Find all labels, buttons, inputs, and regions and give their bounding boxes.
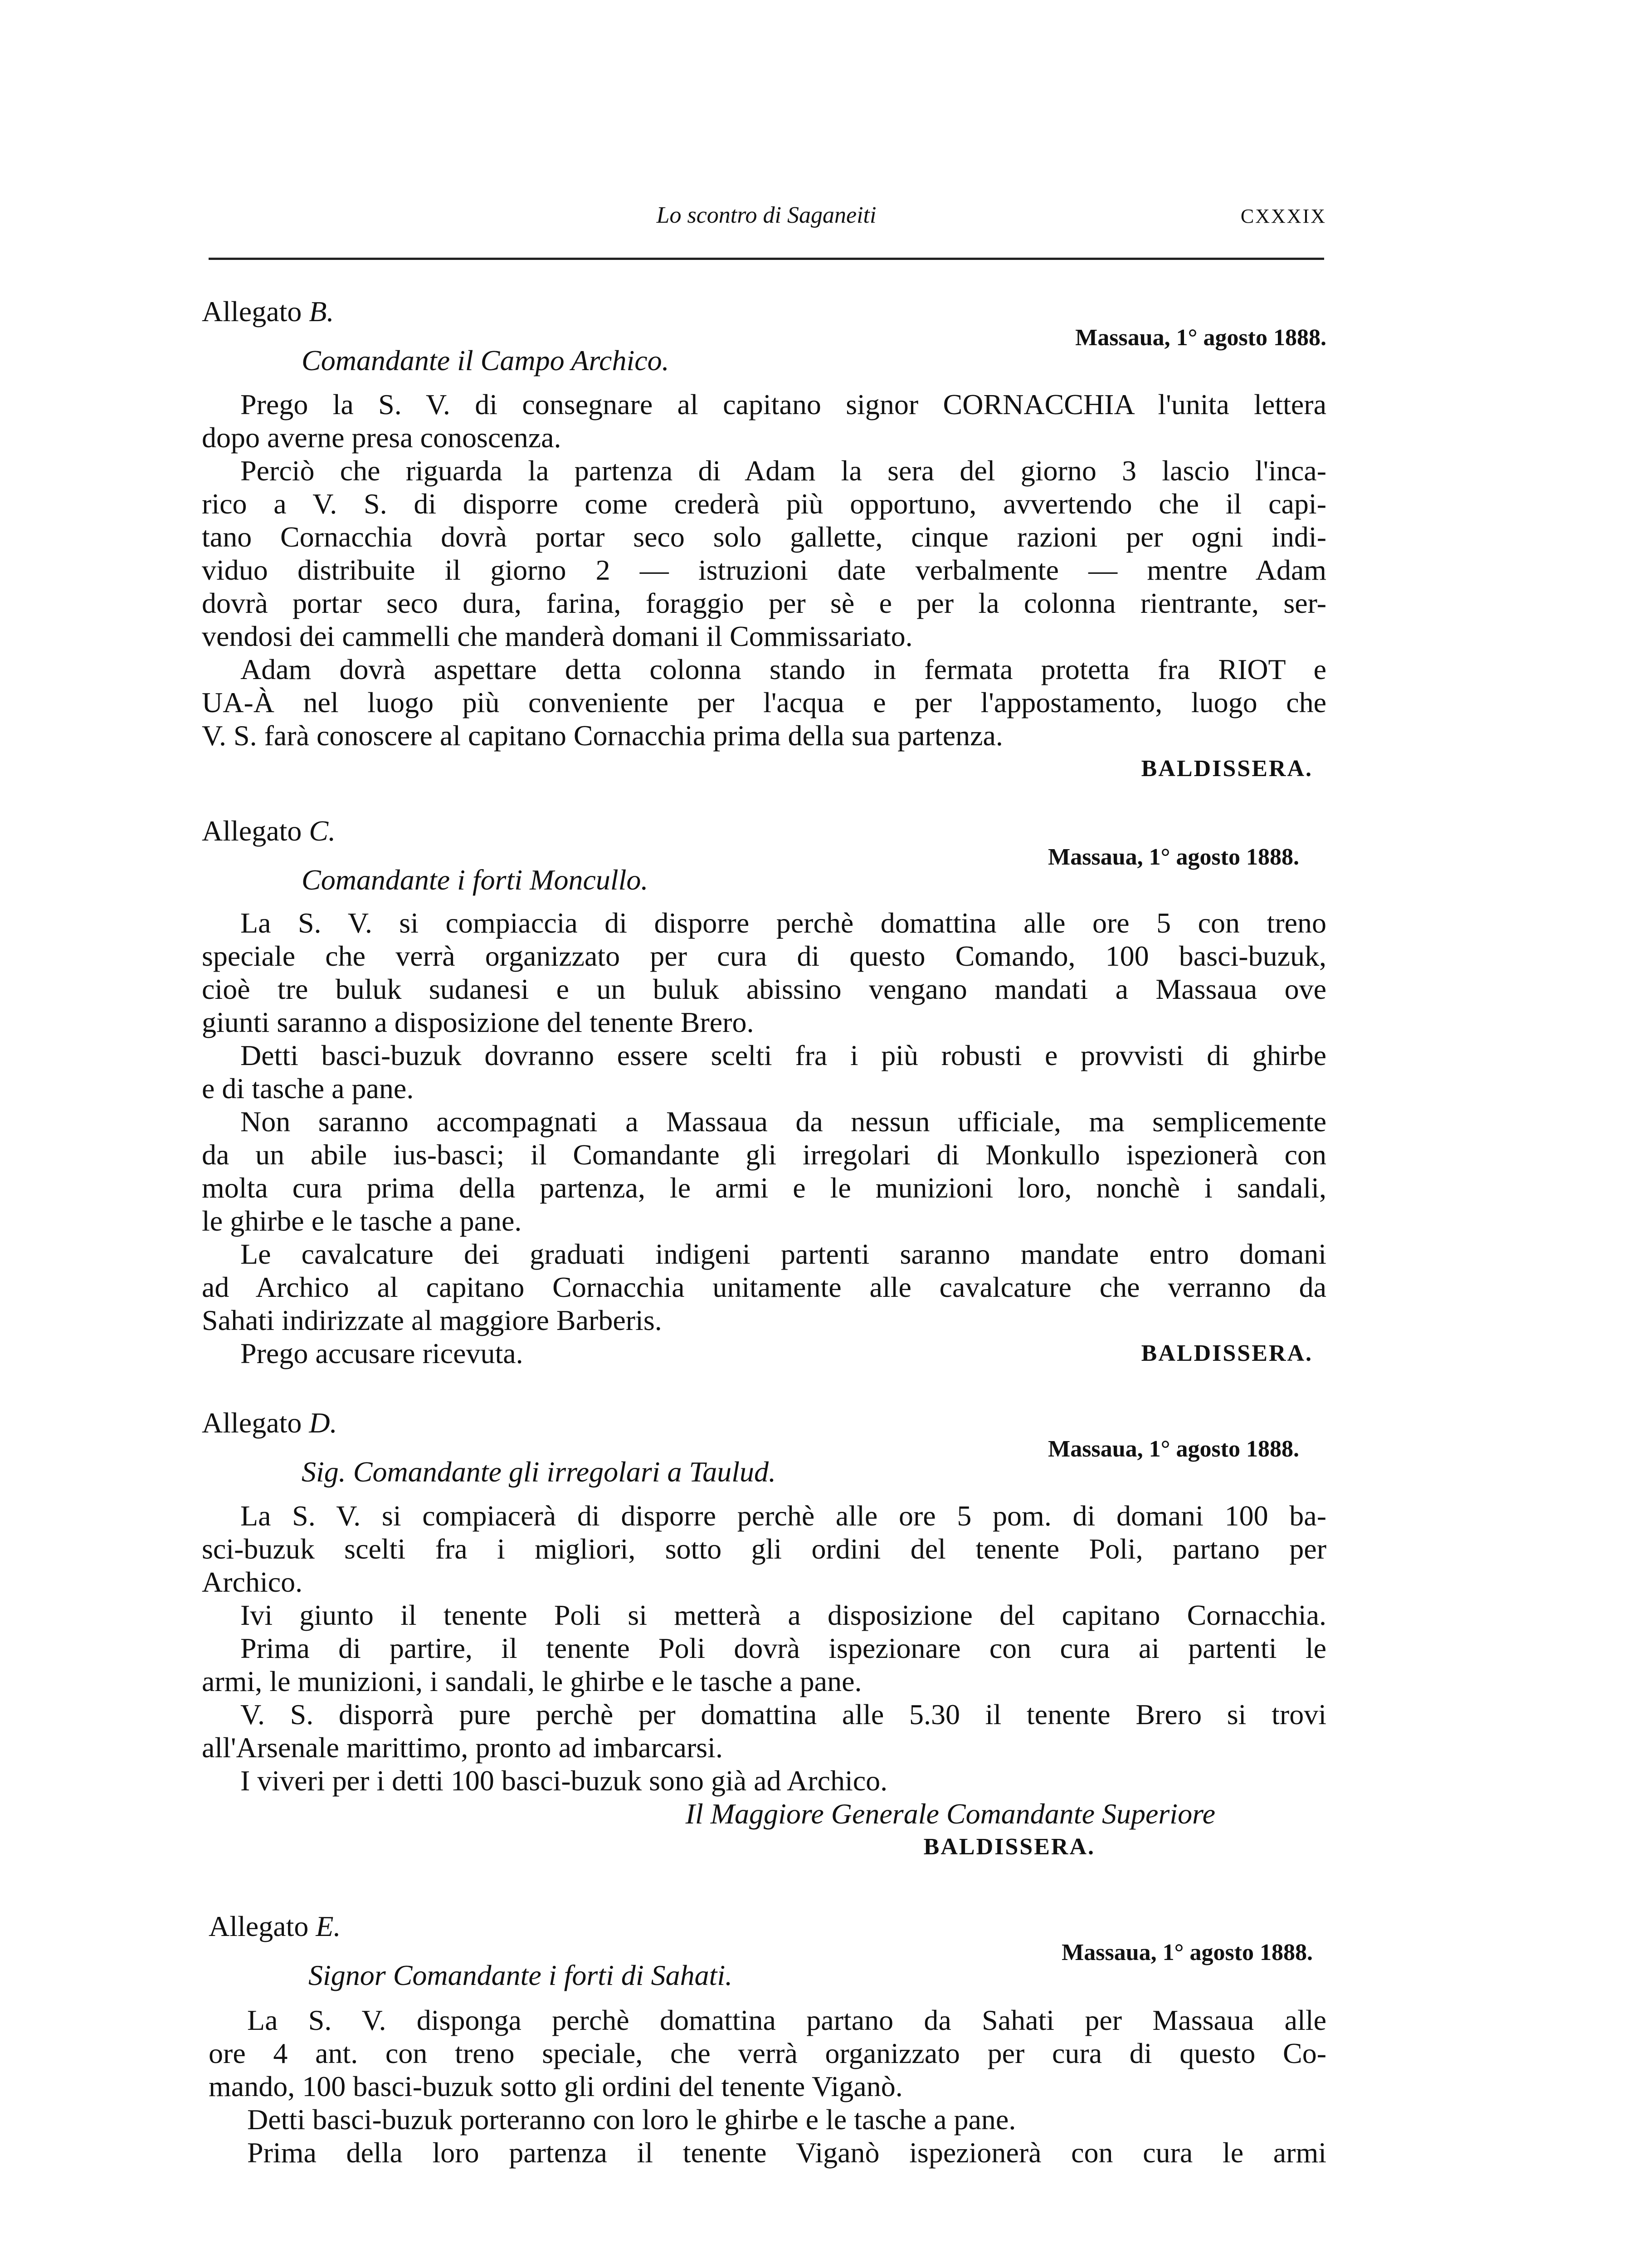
text-line: rico a V. S. di disporre come crederà più opportuno, avvertendo che il capi-	[202, 488, 1326, 520]
section-label: Allegato B.	[202, 295, 334, 327]
allegato-d	[202, 1406, 1326, 1863]
signature: BALDISSERA.	[1141, 756, 1313, 782]
text-line: vendosi dei cammelli che manderà domani il Commissariato.	[202, 620, 913, 652]
text-line: ore 4 ant. con treno speciale, che verrà organizzato per cura di questo Co-	[209, 2037, 1326, 2069]
section-label: Allegato D.	[202, 1407, 337, 1439]
text-line: Adam dovrà aspettare detta colonna stando in fermata protetta fra RIOT e	[240, 653, 1326, 685]
text-line: dopo averne presa conoscenza.	[202, 421, 561, 454]
running-title: Lo scontro di Saganeiti	[656, 202, 877, 228]
text-line: cioè tre buluk sudanesi e un buluk abissino vengano mandati a Massaua ove	[202, 973, 1326, 1005]
dateline: Massaua, 1° agosto 1888.	[1048, 844, 1299, 870]
text-line: le ghirbe e le tasche a pane.	[202, 1205, 522, 1237]
signature: BALDISSERA.	[1141, 1340, 1313, 1366]
text-line: giunti saranno a disposizione del tenente Brero.	[202, 1006, 754, 1038]
signature-title: Il Maggiore Generale Comandante Superiore	[685, 1798, 1215, 1830]
text-line: Prima di partire, il tenente Poli dovrà ispezionare con cura ai partenti le	[240, 1632, 1326, 1664]
text-line: Prima della loro partenza il tenente Viganò ispezionerà con cura le armi	[247, 2136, 1326, 2169]
addressee: Sig. Comandante gli irregolari a Taulud.	[302, 1456, 776, 1488]
text-line: V. S. disporrà pure perchè per domattina alle 5.30 il tenente Brero si trovi	[240, 1698, 1326, 1730]
text-line: ad Archico al capitano Cornacchia unitamente alle cavalcature che verranno da	[202, 1271, 1326, 1303]
text-line: Prego accusare ricevuta.	[240, 1337, 523, 1369]
text-line: Detti basci-buzuk dovranno essere scelti fra i più robusti e provvisti di ghirbe	[240, 1039, 1326, 1071]
addressee: Comandante il Campo Archico.	[302, 344, 669, 376]
signature: BALDISSERA.	[923, 1834, 1095, 1860]
allegato-b	[202, 295, 1326, 785]
text-line: molta cura prima della partenza, le armi e le munizioni loro, nonchè i sandali,	[202, 1172, 1326, 1204]
text-line: Le cavalcature dei graduati indigeni partenti saranno mandate entro domani	[240, 1238, 1326, 1270]
allegato-c	[202, 814, 1326, 1370]
text-line: e di tasche a pane.	[202, 1072, 414, 1105]
text-line: Detti basci-buzuk porteranno con loro le ghirbe e le tasche a pane.	[247, 2103, 1016, 2136]
dateline: Massaua, 1° agosto 1888.	[1075, 325, 1326, 351]
text-line: Archico.	[202, 1566, 303, 1598]
allegato-e	[209, 1910, 1326, 2169]
dateline: Massaua, 1° agosto 1888.	[1048, 1436, 1299, 1462]
addressee: Signor Comandante i forti di Sahati.	[308, 1959, 733, 1991]
text-line: I viveri per i detti 100 basci-buzuk sono già ad Archico.	[240, 1765, 888, 1797]
text-line: V. S. farà conoscere al capitano Cornacchia prima della sua partenza.	[202, 719, 1003, 752]
text-line: UA-À nel luogo più conveniente per l'acqua e per l'appostamento, luogo che	[202, 686, 1326, 719]
section-label: Allegato C.	[202, 815, 336, 847]
section-label: Allegato E.	[209, 1910, 341, 1942]
text-line: La S. V. disponga perchè domattina partano da Sahati per Massaua alle	[247, 2004, 1326, 2036]
text-line: armi, le munizioni, i sandali, le ghirbe e le tasche a pane.	[202, 1665, 862, 1697]
text-line: Ivi giunto il tenente Poli si metterà a disposizione del capitano Cornacchia.	[240, 1599, 1326, 1631]
header-rule	[209, 258, 1324, 260]
text-line: da un abile ius-basci; il Comandante gli irregolari di Monkullo ispezionerà con	[202, 1139, 1326, 1171]
text-line: viduo distribuite il giorno 2 — istruzioni date verbalmente — mentre Adam	[202, 554, 1326, 586]
text-line: La S. V. si compiaccia di disporre perchè domattina alle ore 5 con treno	[240, 907, 1326, 939]
dateline: Massaua, 1° agosto 1888.	[1062, 1940, 1313, 1965]
text-line: dovrà portar seco dura, farina, foraggio per sè e per la colonna rientrante, ser-	[202, 587, 1326, 619]
text-line: La S. V. si compiacerà di disporre perchè alle ore 5 pom. di domani 100 ba-	[240, 1500, 1326, 1532]
addressee: Comandante i forti Moncullo.	[302, 864, 648, 896]
text-line: Perciò che riguarda la partenza di Adam la sera del giorno 3 lascio l'inca-	[240, 455, 1326, 487]
text-line: mando, 100 basci-buzuk sotto gli ordini del tenente Viganò.	[209, 2070, 903, 2102]
text-line: Non saranno accompagnati a Massaua da nessun ufficiale, ma semplicemente	[240, 1105, 1326, 1138]
text-line: all'Arsenale marittimo, pronto ad imbarcarsi.	[202, 1731, 723, 1764]
text-line: sci-buzuk scelti fra i migliori, sotto gli ordini del tenente Poli, partano per	[202, 1533, 1326, 1565]
running-header	[206, 202, 1326, 238]
text-line: Sahati indirizzate al maggiore Barberis.	[202, 1304, 662, 1336]
page-number: CXXXIX	[1240, 205, 1326, 227]
text-line: tano Cornacchia dovrà portar seco solo gallette, cinque razioni per ogni indi-	[202, 521, 1326, 553]
text-line: speciale che verrà organizzato per cura di questo Comando, 100 basci-buzuk,	[202, 940, 1326, 972]
text-line: Prego la S. V. di consegnare al capitano signor CORNACCHIA l'unita lettera	[240, 388, 1326, 420]
